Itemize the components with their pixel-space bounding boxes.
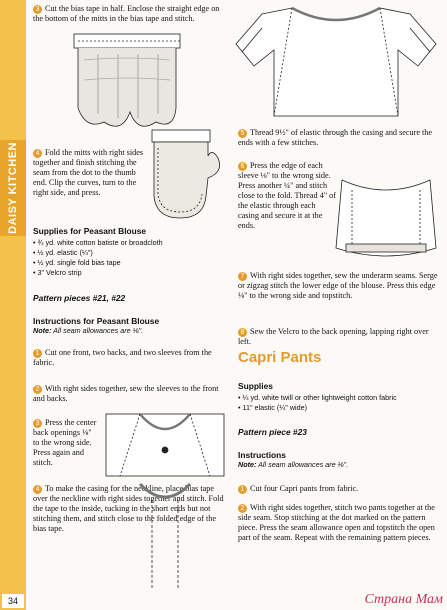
section-title: DAISY KITCHEN <box>7 142 19 234</box>
blouse-step-5 <box>238 128 438 148</box>
supply-item: • ½ yd. single fold bias tape <box>33 258 228 268</box>
step-text: With right sides together, sew the underarm seams. Serge or zigzag stitch the lower edge of the blouse. Press this edge ⅛" to the wrong side and topstitch. <box>238 271 438 300</box>
instructions-heading: Instructions <box>238 450 286 460</box>
step-4-mitts <box>33 148 145 198</box>
blouse-step-2 <box>33 384 228 404</box>
supplies-heading: Supplies <box>238 381 273 391</box>
blouse-step-8 <box>238 327 438 347</box>
sleeves-front-back-illustration <box>232 4 440 122</box>
step-text: Cut one front, two backs, and two sleeves from the fabric. <box>33 348 212 367</box>
step-number: 5 <box>238 129 247 138</box>
capri-pattern-piece: Pattern piece #23 <box>238 427 307 437</box>
step-number: 1 <box>33 349 42 358</box>
capri-step-2 <box>238 503 438 543</box>
step-text: Thread 9½" of elastic through the casing and secure the ends with a few stitches. <box>238 128 433 147</box>
step-text: Sew the Velcro to the back opening, lapping right over left. <box>238 327 429 346</box>
step-number: 6 <box>238 162 247 171</box>
step-text: Press the edge of each sleeve ⅛" to the wrong side. Press another ¼" and stitch close to the fold. Thread 4" of the elastic through each casing and secure it at the ends. <box>238 161 337 230</box>
step-text: With right sides together, sew the sleeves to the front and backs. <box>33 384 219 403</box>
capri-instructions <box>238 450 438 470</box>
blouse-step-1 <box>33 348 228 368</box>
step-number: 2 <box>238 504 247 513</box>
step-3-mitts <box>33 4 228 24</box>
sidebar-bottom-band <box>0 236 26 610</box>
step-text: Cut the bias tape in half. Enclose the straight edge on the bottom of the mitts in the bias tape and stitch. <box>33 4 220 23</box>
supply-item: • ½ yd. elastic (¼") <box>33 248 228 258</box>
step-text: To make the casing for the neckline, place bias tape over the neckline with right sides together and stitch. Fold the tape to the inside, tucking in the short ends but not stitching them, and stitch close to the folded edge of the bias tape. <box>33 484 224 533</box>
step-text: Cut four Capri pants from fabric. <box>250 484 359 493</box>
step-number: 3 <box>33 5 42 14</box>
seam-note: Note: All seam allowances are ⅛". <box>33 326 144 335</box>
step-number: 4 <box>33 149 42 158</box>
blouse-step-7 <box>238 271 438 301</box>
step-number: 3 <box>33 419 42 428</box>
section-tab <box>0 140 26 236</box>
supply-item: • 11" elastic (¼" wide) <box>238 403 438 413</box>
supply-item: • 3" Velcro strip <box>33 268 228 278</box>
capri-step-1 <box>238 484 438 494</box>
watermark: Страна Мам <box>364 592 443 607</box>
blouse-instructions <box>33 316 228 336</box>
seam-note: Note: All seam allowances are ⅛". <box>238 460 349 469</box>
step-text: Press the center back openings ⅛" to the wrong side. Press again and stitch. <box>33 418 97 467</box>
supplies-heading: Supplies for Peasant Blouse <box>33 226 147 236</box>
sleeve-elastic-illustration <box>332 160 440 264</box>
step-number: 4 <box>33 485 42 494</box>
blouse-supplies <box>33 226 228 278</box>
bias-neckline-illustration <box>100 480 230 592</box>
supplies-list <box>238 393 438 413</box>
sidebar-top-band <box>0 0 26 140</box>
step-text: With right sides together, stitch two pants together at the side seam. Stop stitching at the dot marked on the pattern piece. Press the seam allowance open and topstitch the open part of the seam. Repeat with the remaining pattern pieces. <box>238 503 435 542</box>
capri-supplies <box>238 381 438 413</box>
mitt-illustration <box>146 126 230 222</box>
capri-pants-title: Capri Pants <box>238 349 322 366</box>
mitts-bias-tape-illustration <box>38 30 218 138</box>
supplies-list <box>33 238 228 278</box>
step-text: Fold the mitts with right sides together and finish stitching the seam from the dot to the thumb end. Clip the curves, turn to the right side, and press. <box>33 148 144 197</box>
casing-illustration <box>100 404 230 482</box>
step-number: 2 <box>33 385 42 394</box>
step-number: 7 <box>238 272 247 281</box>
instructions-heading: Instructions for Peasant Blouse <box>33 316 160 326</box>
blouse-step-6 <box>238 161 336 231</box>
step-number: 1 <box>238 485 247 494</box>
step-number: 8 <box>238 328 247 337</box>
supply-item: • ¼ yd. white twill or other lightweight cotton fabric <box>238 393 438 403</box>
blouse-step-3 <box>33 418 97 468</box>
blouse-pattern-pieces: Pattern pieces #21, #22 <box>33 293 126 303</box>
supply-item: • ¾ yd. white cotton batiste or broadcloth <box>33 238 228 248</box>
page-number: 34 <box>2 594 24 608</box>
sidebar <box>0 0 26 610</box>
